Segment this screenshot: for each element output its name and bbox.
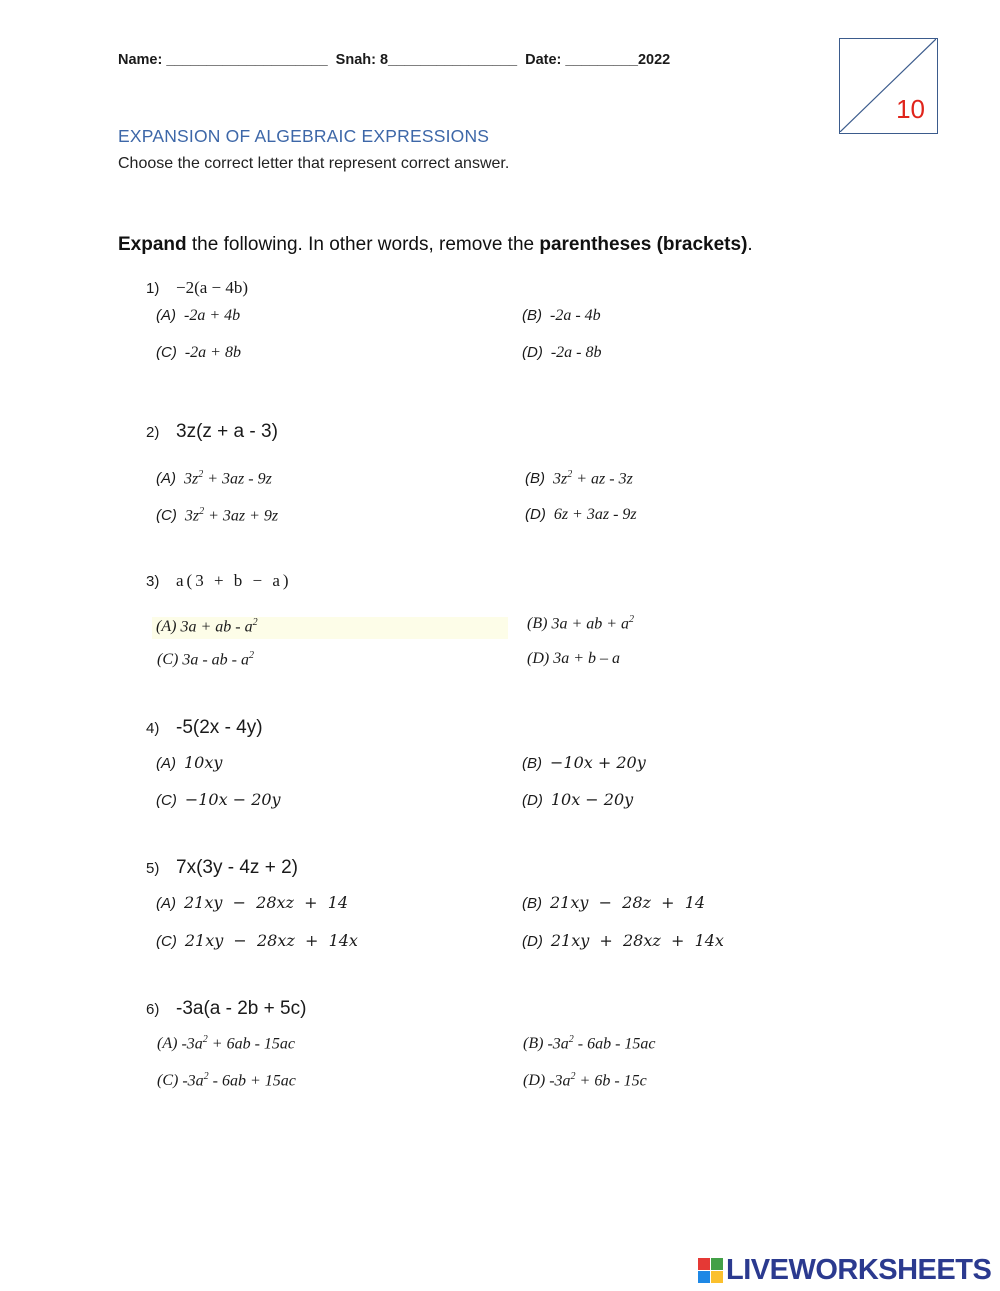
q6-option-b[interactable]: (B) $-3a^2 - 6ab - 15ac$ [523,1034,656,1053]
lead-text-2: . [747,234,753,255]
q5-option-b[interactable]: (B) 21xy − 28z + 14 [522,893,706,912]
q6-option-d[interactable]: (D) $-3a^2 + 6b - 15c$ [523,1071,647,1090]
liveworksheets-logo [698,1253,991,1287]
lead-instruction [118,234,753,256]
lead-bold-expand: Expand [118,234,187,255]
question-expression: −2(a − 4b) [176,278,249,297]
question-number: 2) [146,424,160,441]
q4-option-b[interactable]: (B) −10x + 20y [522,753,646,772]
question-6 [146,998,306,1020]
name-field[interactable]: Name: ____________________ [118,52,328,68]
q1-option-c[interactable]: (C) -2a + 8b [156,344,241,361]
lead-text-1: the following. In other words, remove the [186,234,540,255]
question-expression: -3a(a - 2b + 5c) [176,998,307,1019]
question-number: 5) [146,860,160,877]
question-expression: 3z(z + a - 3) [176,421,278,442]
question-2 [146,421,278,443]
lead-bold-parentheses: parentheses (brackets) [539,234,748,255]
q5-option-d[interactable]: (D) 21xy + 28xz + 14x [522,931,724,950]
q6-option-a[interactable]: (A) $-3a^2 + 6ab - 15ac$ [157,1034,295,1053]
q3-option-d[interactable]: (D) 3a + b – a [527,650,621,667]
q2-option-d[interactable]: (D) 6z + 3az - 9z [525,506,637,523]
q4-option-c[interactable]: (C) −10x − 20y [156,790,281,809]
q2-option-c[interactable]: (C) $3z^2 + 3az + 9z$ [156,506,279,525]
section-title: EXPANSION OF ALGEBRAIC EXPRESSIONS [118,126,490,146]
q3-option-a[interactable]: (A) 3a + ab - $a^2$ [152,617,508,639]
q1-option-a[interactable]: (A) -2a + 4b [156,307,241,324]
score-box [839,38,938,134]
question-expression: -5(2x - 4y) [176,717,263,738]
class-field[interactable]: Snah: 8________________ [335,52,518,68]
q2-option-a[interactable]: (A) $3z^2 + 3az - 9z$ [156,469,272,488]
question-5 [146,857,298,879]
question-4 [146,717,263,739]
q2-option-b[interactable]: (B) $3z^2$ + az - 3z [525,469,633,488]
q1-option-b[interactable]: (B) -2a - 4b [522,307,601,324]
q3-option-c[interactable]: (C) 3a - ab - $a^2$ [157,650,254,669]
question-number: 3) [146,573,160,590]
question-number: 4) [146,720,160,737]
q5-option-a[interactable]: (A) 21xy − 28xz + 14 [156,893,349,912]
score-value: 10 [896,94,925,124]
question-number: 1) [146,280,160,297]
date-field[interactable]: Date: _________2022 [525,52,671,68]
question-1 [146,278,248,298]
question-expression: a(3 + b − a) [176,571,292,590]
question-expression: 7x(3y - 4z + 2) [176,857,298,878]
logo-text: LIVEWORKSHEETS [726,1253,992,1286]
q4-option-d[interactable]: (D) 10x − 20y [522,790,634,809]
question-number: 6) [146,1001,160,1018]
student-info-header [118,52,818,68]
q3-option-b[interactable]: (B) 3a + ab + $a^2$ [527,614,635,633]
q4-option-a[interactable]: (A) 10xy [156,753,223,772]
q6-option-c[interactable]: (C) $-3a^2 - 6ab + 15ac$ [157,1071,296,1090]
q1-option-d[interactable]: (D) -2a - 8b [522,344,602,361]
instruction-text: Choose the correct letter that represent correct answer. [118,155,510,172]
logo-blocks-icon [698,1258,723,1283]
q5-option-c[interactable]: (C) 21xy − 28xz + 14x [156,931,358,950]
question-3 [146,571,292,591]
